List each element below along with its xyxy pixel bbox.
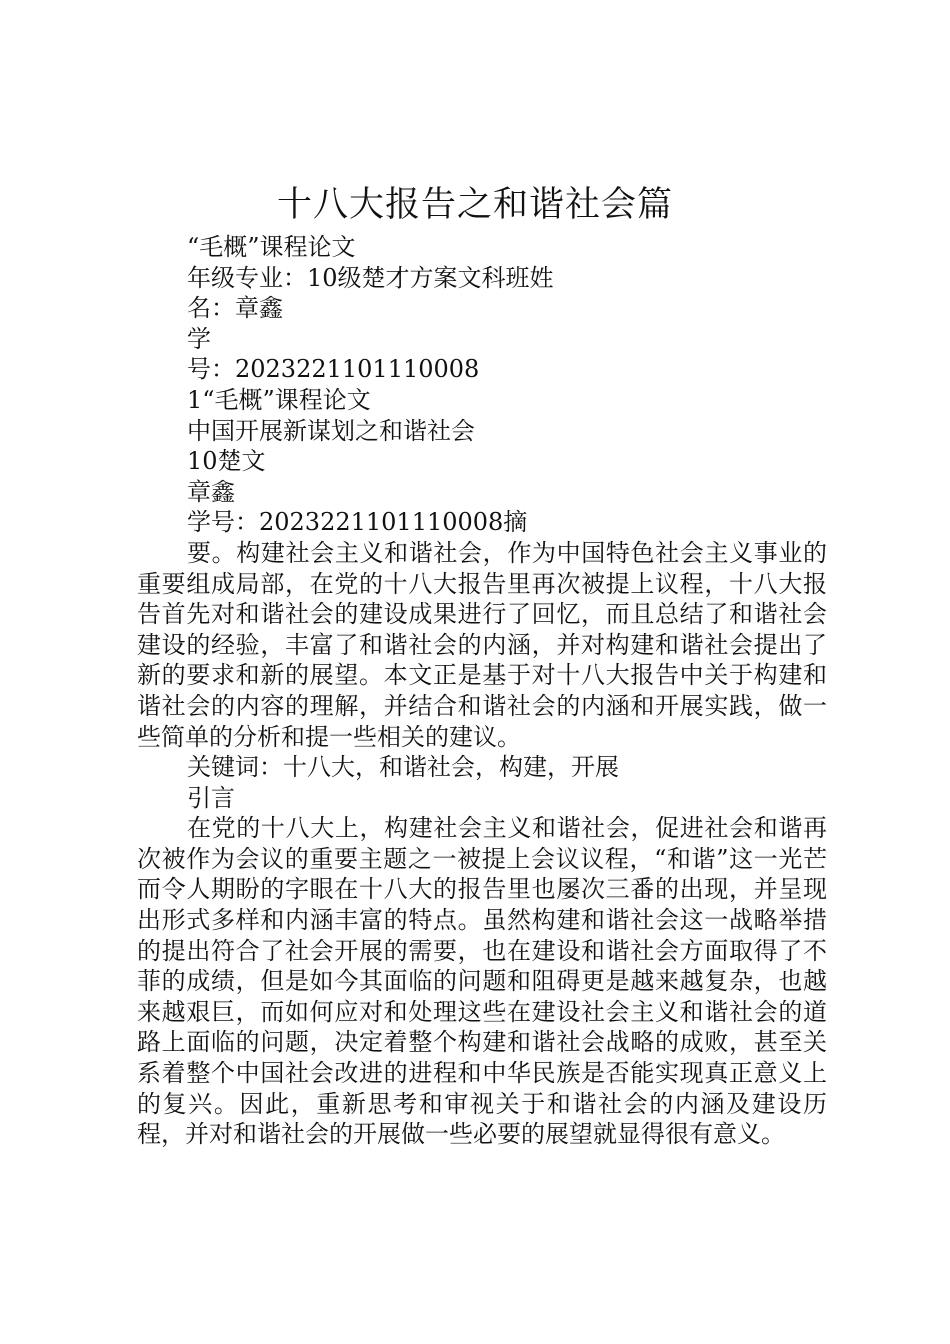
- author-line: 章鑫: [187, 477, 235, 506]
- class-line: 10楚文: [187, 447, 266, 476]
- intro-paragraph: 在党的十八大上，构建社会主义和谐社会，促进社会和谐再次被作为会议的重要主题之一被提上会议议程，“和谐”这一光芒而令人期盼的字眼在十八大的报告里也屡次三番的出现，并呈现出形式多样和内涵丰富的特点。虽然构建和谐社会这一战略举措的提出符合了社会开展的需要，也在建设和谐社会方面取得了不菲的成绩，但是如今其面临的问题和阻碍更是越来越复杂，也越来越艰巨，而如何应对和处理这些在建设社会主义和谐社会的道路上面临的问题，决定着整个构建和谐社会战略的成败，甚至关系着整个中国社会改进的进程和中华民族是否能实现真正意义上的复兴。因此，重新思考和审视关于和谐社会的内涵及建设历程，并对和谐社会的开展做一些必要的展望就显得很有意义。: [137, 814, 827, 1149]
- student-id-line: 号：2023221101110008: [187, 355, 480, 384]
- document-body: [137, 232, 827, 1150]
- intro-heading: 引言: [187, 783, 235, 812]
- course-label: “毛概”课程论文: [187, 233, 356, 261]
- student-id-label-line: 学: [187, 324, 211, 353]
- name-line: 名：章鑫: [187, 294, 283, 323]
- document-title: 十八大报告之和谐社会篇: [276, 185, 673, 225]
- abstract-paragraph: 要。构建社会主义和谐社会，作为中国特色社会主义事业的重要组成局部，在党的十八大报告里再次被提上议程，十八大报告首先对和谐社会的建设成果进行了回忆，而且总结了和谐社会建设的经验，丰富了和谐社会的内涵，并对构建和谐社会提出了新的要求和新的展望。本文正是基于对十八大报告中关于构建和谐社会的内容的理解，并结合和谐社会的内涵和开展实践，做一些简单的分析和提一些相关的建议。: [137, 538, 827, 751]
- paper-subtitle: 中国开展新谋划之和谐社会: [187, 416, 475, 445]
- student-id-abstract-line: 学号：2023221101110008摘: [187, 508, 528, 537]
- grade-major-line: 年级专业：10级楚才方案文科班姓: [187, 263, 554, 292]
- course-label-2: 1“毛概”课程论文: [187, 385, 371, 414]
- keywords-line: 关键词：十八大，和谐社会，构建，开展: [187, 753, 619, 782]
